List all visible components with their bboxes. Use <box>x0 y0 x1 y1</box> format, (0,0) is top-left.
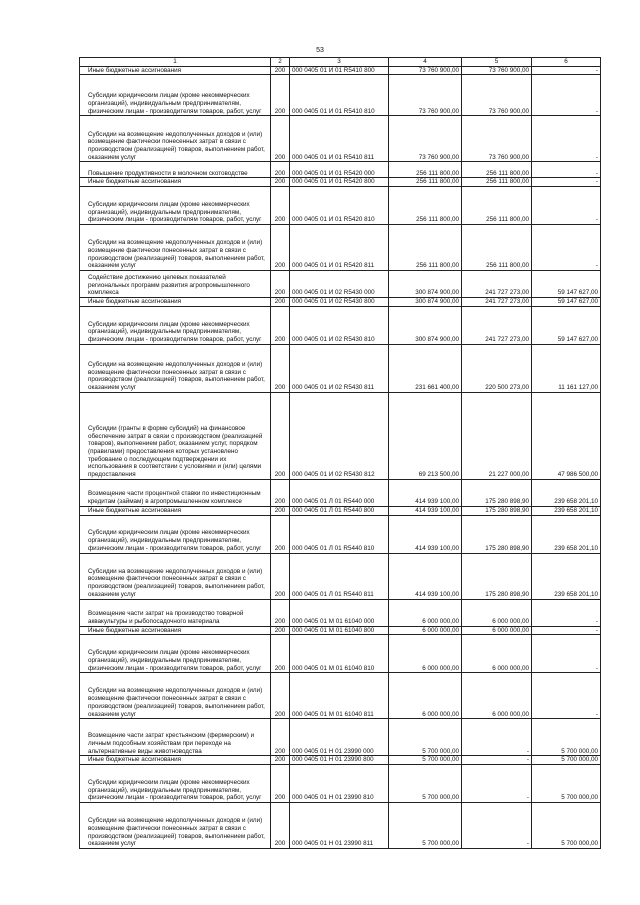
kvr-cell: 200 <box>271 271 290 298</box>
amount-remaining-cell: 59 147 627,00 <box>532 306 601 344</box>
table-row <box>80 626 601 635</box>
amount-approved-cell: 5 700 000,00 <box>389 764 462 802</box>
amount-executed-cell: 73 760 900,00 <box>462 66 532 75</box>
code-cell: 000 0405 01 И 01 R5410 811 <box>290 116 389 162</box>
amount-remaining-cell: 5 700 000,00 <box>532 719 601 756</box>
amount-remaining-cell: 5 700 000,00 <box>532 802 601 848</box>
amount-remaining-cell: 59 147 627,00 <box>532 298 601 307</box>
table-row <box>80 515 601 553</box>
amount-remaining-cell: - <box>532 635 601 673</box>
amount-approved-cell: 414 939 100,00 <box>389 515 462 553</box>
page-number: 53 <box>316 47 324 54</box>
code-cell: 000 0405 01 Н 01 23990 000 <box>290 719 389 756</box>
header-cell: 4 <box>389 58 462 67</box>
description-cell: Возмещение части процентной ставки по инвестиционным кредитам (займам) в агропромышленном комплексе <box>80 479 271 506</box>
amount-remaining-cell: 11 161 127,00 <box>532 344 601 392</box>
code-cell: 000 0405 01 Н 01 23990 800 <box>290 756 389 765</box>
table-row <box>80 756 601 765</box>
amount-executed-cell: 256 111 800,00 <box>462 225 532 271</box>
kvr-cell: 200 <box>271 635 290 673</box>
code-cell: 000 0405 01 И 01 R5420 811 <box>290 225 389 271</box>
kvr-cell: 200 <box>271 673 290 719</box>
table-row <box>80 298 601 307</box>
amount-executed-cell: - <box>462 719 532 756</box>
table-row <box>80 306 601 344</box>
table-row <box>80 162 601 178</box>
amount-approved-cell: 6 000 000,00 <box>389 626 462 635</box>
amount-executed-cell: 241 727 273,00 <box>462 306 532 344</box>
amount-remaining-cell: 59 147 627,00 <box>532 271 601 298</box>
description-cell: Субсидии юридическим лицам (кроме некоммерческих организаций), индивидуальным предпринимателям, физическим лицам - производителям товаров, работ, услуг <box>80 764 271 802</box>
amount-remaining-cell: 5 700 000,00 <box>532 756 601 765</box>
amount-approved-cell: 414 939 100,00 <box>389 553 462 599</box>
description-cell: Иные бюджетные ассигнования <box>80 756 271 765</box>
description-cell: Субсидии юридическим лицам (кроме некоммерческих организаций), индивидуальным предпринимателям, физическим лицам - производителям товаров, работ, услуг <box>80 187 271 225</box>
amount-executed-cell: 241 727 273,00 <box>462 298 532 307</box>
code-cell: 000 0405 01 М 01 61040 000 <box>290 599 389 626</box>
code-cell: 000 0405 01 И 02 R5430 810 <box>290 306 389 344</box>
amount-executed-cell: 6 000 000,00 <box>462 626 532 635</box>
amount-remaining-cell: - <box>532 225 601 271</box>
header-cell: 3 <box>290 58 389 67</box>
code-cell: 000 0405 01 И 01 R5410 810 <box>290 75 389 116</box>
table-row <box>80 66 601 75</box>
amount-executed-cell: - <box>462 756 532 765</box>
amount-executed-cell: 6 000 000,00 <box>462 599 532 626</box>
description-cell: Иные бюджетные ассигнования <box>80 298 271 307</box>
table-row <box>80 75 601 116</box>
code-cell: 000 0405 01 Л 01 R5440 811 <box>290 553 389 599</box>
kvr-cell: 200 <box>271 506 290 515</box>
kvr-cell: 200 <box>271 392 290 479</box>
table-row <box>80 506 601 515</box>
kvr-cell: 200 <box>271 116 290 162</box>
amount-approved-cell: 6 000 000,00 <box>389 599 462 626</box>
description-cell: Субсидии юридическим лицам (кроме некоммерческих организаций), индивидуальным предпринимателям, физическим лицам - производителям товаров, работ, услуг <box>80 515 271 553</box>
table-row <box>80 599 601 626</box>
amount-remaining-cell: - <box>532 187 601 225</box>
amount-approved-cell: 5 700 000,00 <box>389 802 462 848</box>
amount-executed-cell: 256 111 800,00 <box>462 178 532 187</box>
amount-executed-cell: - <box>462 764 532 802</box>
kvr-cell: 200 <box>271 187 290 225</box>
table-row <box>80 116 601 162</box>
description-cell: Субсидии на возмещение недополученных доходов и (или) возмещение фактически понесенных затрат в связи с производством (реализацией) товаров, выполнением работ, оказанием услуг <box>80 344 271 392</box>
amount-remaining-cell: 239 658 201,10 <box>532 553 601 599</box>
kvr-cell: 200 <box>271 225 290 271</box>
kvr-cell: 200 <box>271 515 290 553</box>
header-cell: 1 <box>80 58 271 67</box>
code-cell: 000 0405 01 Н 01 23990 811 <box>290 802 389 848</box>
amount-executed-cell: 73 760 900,00 <box>462 116 532 162</box>
description-cell: Субсидии юридическим лицам (кроме некоммерческих организаций), индивидуальным предпринимателям, физическим лицам - производителям товаров, работ, услуг <box>80 306 271 344</box>
kvr-cell: 200 <box>271 306 290 344</box>
table-row <box>80 635 601 673</box>
amount-approved-cell: 5 700 000,00 <box>389 756 462 765</box>
description-cell: Иные бюджетные ассигнования <box>80 66 271 75</box>
amount-remaining-cell: - <box>532 178 601 187</box>
header-cell: 6 <box>532 58 601 67</box>
description-cell: Субсидии на возмещение недополученных доходов и (или) возмещение фактически понесенных затрат в связи с производством (реализацией) товаров, выполнением работ, оказанием услуг <box>80 553 271 599</box>
code-cell: 000 0405 01 Л 01 R5440 810 <box>290 515 389 553</box>
amount-remaining-cell: - <box>532 116 601 162</box>
kvr-cell: 200 <box>271 553 290 599</box>
table-row <box>80 392 601 479</box>
kvr-cell: 200 <box>271 162 290 178</box>
amount-approved-cell: 69 213 500,00 <box>389 392 462 479</box>
kvr-cell: 200 <box>271 479 290 506</box>
code-cell: 000 0405 01 И 01 R5420 800 <box>290 178 389 187</box>
amount-remaining-cell: - <box>532 626 601 635</box>
amount-approved-cell: 256 111 800,00 <box>389 225 462 271</box>
amount-approved-cell: 414 939 100,00 <box>389 479 462 506</box>
description-cell: Иные бюджетные ассигнования <box>80 626 271 635</box>
kvr-cell: 200 <box>271 599 290 626</box>
header-row <box>80 58 601 67</box>
amount-remaining-cell: 47 986 500,00 <box>532 392 601 479</box>
header-cell: 2 <box>271 58 290 67</box>
table-row <box>80 187 601 225</box>
table-row <box>80 673 601 719</box>
amount-executed-cell: - <box>462 802 532 848</box>
table-row <box>80 344 601 392</box>
amount-executed-cell: 175 280 898,90 <box>462 479 532 506</box>
amount-remaining-cell: - <box>532 673 601 719</box>
amount-approved-cell: 6 000 000,00 <box>389 673 462 719</box>
code-cell: 000 0405 01 И 01 R5410 800 <box>290 66 389 75</box>
amount-remaining-cell: 5 700 000,00 <box>532 764 601 802</box>
code-cell: 000 0405 01 И 02 R5430 800 <box>290 298 389 307</box>
table-row <box>80 764 601 802</box>
table-row <box>80 802 601 848</box>
description-cell: Повышение продуктивности в молочном скотоводстве <box>80 162 271 178</box>
kvr-cell: 200 <box>271 626 290 635</box>
code-cell: 000 0405 01 Л 01 R5440 000 <box>290 479 389 506</box>
amount-executed-cell: 6 000 000,00 <box>462 673 532 719</box>
kvr-cell: 200 <box>271 719 290 756</box>
header-cell: 5 <box>462 58 532 67</box>
code-cell: 000 0405 01 И 02 R5430 000 <box>290 271 389 298</box>
code-cell: 000 0405 01 М 01 61040 811 <box>290 673 389 719</box>
code-cell: 000 0405 01 Л 01 R5440 800 <box>290 506 389 515</box>
amount-approved-cell: 73 760 900,00 <box>389 66 462 75</box>
code-cell: 000 0405 01 И 02 R5430 811 <box>290 344 389 392</box>
amount-executed-cell: 175 280 898,90 <box>462 553 532 599</box>
code-cell: 000 0405 01 Н 01 23990 810 <box>290 764 389 802</box>
description-cell: Содействие достижению целевых показателей региональных программ развития агропромышленного комплекса <box>80 271 271 298</box>
amount-approved-cell: 6 000 000,00 <box>389 635 462 673</box>
table-row <box>80 225 601 271</box>
amount-approved-cell: 73 760 900,00 <box>389 116 462 162</box>
description-cell: Субсидии на возмещение недополученных доходов и (или) возмещение фактически понесенных затрат в связи с производством (реализацией) товаров, выполнением работ, оказанием услуг <box>80 802 271 848</box>
amount-approved-cell: 256 111 800,00 <box>389 178 462 187</box>
amount-remaining-cell: - <box>532 599 601 626</box>
description-cell: Иные бюджетные ассигнования <box>80 178 271 187</box>
description-cell: Иные бюджетные ассигнования <box>80 506 271 515</box>
description-cell: Возмещение части затрат на производство товарной аквакультуры и рыбопосадочного материала <box>80 599 271 626</box>
code-cell: 000 0405 01 М 01 61040 810 <box>290 635 389 673</box>
description-cell: Субсидии на возмещение недополученных доходов и (или) возмещение фактически понесенных затрат в связи с производством (реализацией) товаров, выполнением работ, оказанием услуг <box>80 225 271 271</box>
amount-executed-cell: 175 280 898,90 <box>462 506 532 515</box>
amount-executed-cell: 241 727 273,00 <box>462 271 532 298</box>
amount-remaining-cell: - <box>532 162 601 178</box>
code-cell: 000 0405 01 И 01 R5420 000 <box>290 162 389 178</box>
amount-approved-cell: 231 661 400,00 <box>389 344 462 392</box>
amount-remaining-cell: 239 658 201,10 <box>532 506 601 515</box>
table-row <box>80 271 601 298</box>
amount-remaining-cell: 239 658 201,10 <box>532 479 601 506</box>
amount-executed-cell: 21 227 000,00 <box>462 392 532 479</box>
table-row <box>80 479 601 506</box>
kvr-cell: 200 <box>271 344 290 392</box>
kvr-cell: 200 <box>271 764 290 802</box>
amount-executed-cell: 256 111 800,00 <box>462 187 532 225</box>
code-cell: 000 0405 01 И 01 R5420 810 <box>290 187 389 225</box>
amount-executed-cell: 220 500 273,00 <box>462 344 532 392</box>
kvr-cell: 200 <box>271 298 290 307</box>
table-row <box>80 719 601 756</box>
description-cell: Субсидии на возмещение недополученных доходов и (или) возмещение фактически понесенных затрат в связи с производством (реализацией) товаров, выполнением работ, оказанием услуг <box>80 116 271 162</box>
kvr-cell: 200 <box>271 66 290 75</box>
description-cell: Субсидии юридическим лицам (кроме некоммерческих организаций), индивидуальным предпринимателям, физическим лицам - производителям товаров, работ, услуг <box>80 635 271 673</box>
code-cell: 000 0405 01 М 01 61040 800 <box>290 626 389 635</box>
description-cell: Субсидии (гранты в форме субсидий) на финансовое обеспечение затрат в связи с производством (реализацией товаров), выполнением работ, оказанием услуг, порядком (правилами) предоставления которых установлено требование о последующем подтверждении их использования в соответствии с условиями и (или) целями предоставления <box>80 392 271 479</box>
amount-approved-cell: 300 874 900,00 <box>389 298 462 307</box>
amount-approved-cell: 414 939 100,00 <box>389 506 462 515</box>
kvr-cell: 200 <box>271 756 290 765</box>
kvr-cell: 200 <box>271 802 290 848</box>
budget-table <box>79 57 601 849</box>
amount-approved-cell: 300 874 900,00 <box>389 306 462 344</box>
description-cell: Возмещение части затрат крестьянским (фермерским) и личным подсобным хозяйствам при переходе на альтернативные виды животноводства <box>80 719 271 756</box>
amount-executed-cell: 256 111 800,00 <box>462 162 532 178</box>
amount-remaining-cell: - <box>532 66 601 75</box>
amount-approved-cell: 73 760 900,00 <box>389 75 462 116</box>
amount-remaining-cell: - <box>532 75 601 116</box>
kvr-cell: 200 <box>271 178 290 187</box>
amount-approved-cell: 256 111 800,00 <box>389 187 462 225</box>
code-cell: 000 0405 01 И 02 R5430 812 <box>290 392 389 479</box>
description-cell: Субсидии юридическим лицам (кроме некоммерческих организаций), индивидуальным предпринимателям, физическим лицам - производителям товаров, работ, услуг <box>80 75 271 116</box>
amount-approved-cell: 5 700 000,00 <box>389 719 462 756</box>
amount-approved-cell: 256 111 800,00 <box>389 162 462 178</box>
amount-executed-cell: 6 000 000,00 <box>462 635 532 673</box>
amount-approved-cell: 300 874 900,00 <box>389 271 462 298</box>
kvr-cell: 200 <box>271 75 290 116</box>
description-cell: Субсидии на возмещение недополученных доходов и (или) возмещение фактически понесенных затрат в связи с производством (реализацией) товаров, выполнением работ, оказанием услуг <box>80 673 271 719</box>
amount-executed-cell: 175 280 898,90 <box>462 515 532 553</box>
amount-remaining-cell: 239 658 201,10 <box>532 515 601 553</box>
table-row <box>80 553 601 599</box>
table-row <box>80 178 601 187</box>
amount-executed-cell: 73 760 900,00 <box>462 75 532 116</box>
